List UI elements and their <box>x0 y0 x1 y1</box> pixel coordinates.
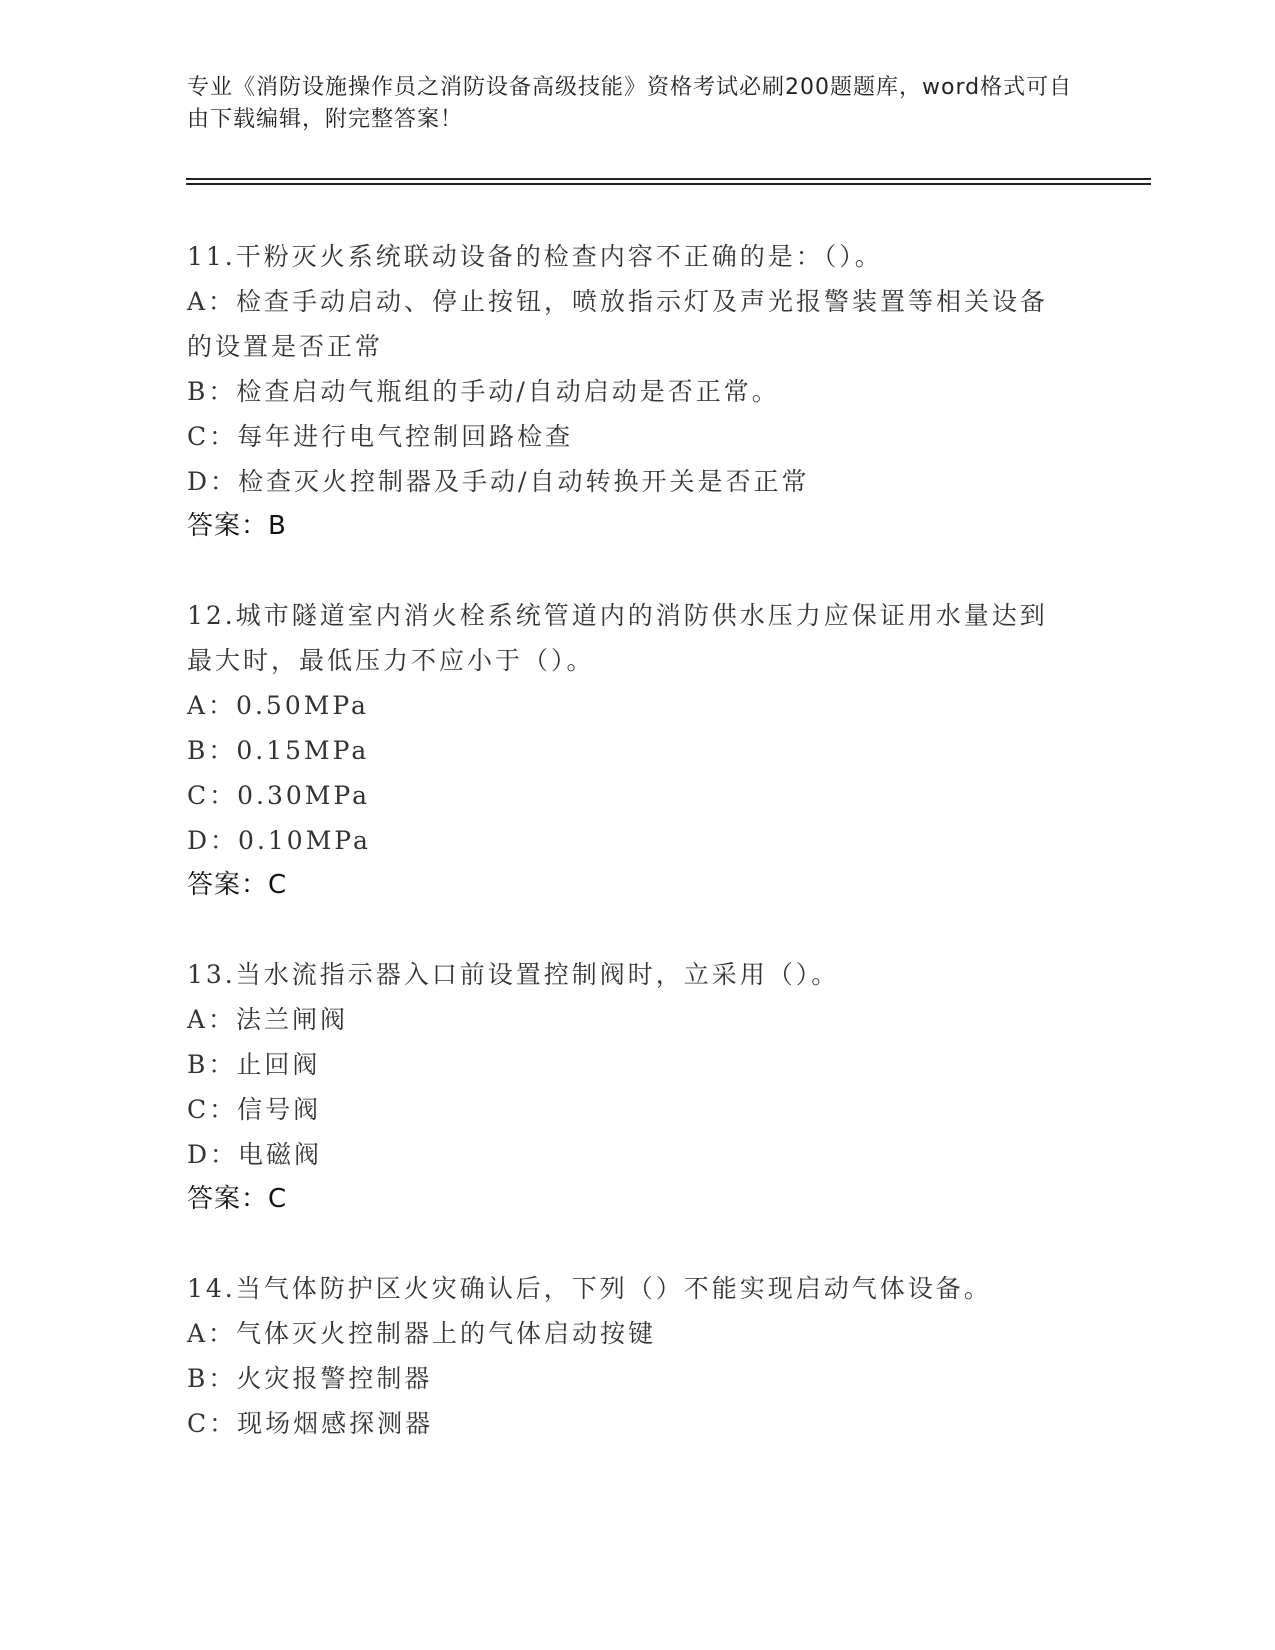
header-divider-bottom <box>186 183 1151 185</box>
answer-option: B：止回阀 <box>187 1050 321 1079</box>
question-item <box>187 234 1087 549</box>
answer-option: C：信号阀 <box>187 1095 322 1124</box>
answer-option: A：气体灭火控制器上的气体启动按键 <box>187 1319 657 1348</box>
answer-option: D：0.10MPa <box>187 826 371 855</box>
document-header: 专业《消防设施操作员之消防设备高级技能》资格考试必刷200题题库，word格式可自由下载编辑，附完整答案！ <box>187 75 1073 132</box>
question-stem: 12.城市隧道室内消火栓系统管道内的消防供水压力应保证用水量达到 <box>187 601 1048 630</box>
correct-answer: 答案：B <box>187 511 287 541</box>
questions-list <box>187 234 1087 1490</box>
question-stem: 最大时，最低压力不应小于（）。 <box>187 646 595 675</box>
answer-option: A：检查手动启动、停止按钮，喷放指示灯及声光报警装置等相关设备 <box>187 287 1049 316</box>
answer-option: B：检查启动气瓶组的手动/自动启动是否正常。 <box>187 377 780 406</box>
question-item <box>187 593 1087 908</box>
answer-option: A：0.50MPa <box>187 691 369 720</box>
answer-option: C：每年进行电气控制回路检查 <box>187 422 574 451</box>
question-stem: 14.当气体防护区火灾确认后，下列（）不能实现启动气体设备。 <box>187 1274 992 1303</box>
question-stem: 13.当水流指示器入口前设置控制阀时，立采用（）。 <box>187 960 840 989</box>
answer-option: C：现场烟感探测器 <box>187 1409 434 1438</box>
answer-option: B：火灾报警控制器 <box>187 1364 433 1393</box>
correct-answer: 答案：C <box>187 870 288 900</box>
answer-option: A：法兰闸阀 <box>187 1005 349 1034</box>
question-stem: 11.干粉灭火系统联动设备的检查内容不正确的是：（）。 <box>187 242 883 271</box>
answer-option: D：检查灭火控制器及手动/自动转换开关是否正常 <box>187 467 810 496</box>
correct-answer: 答案：C <box>187 1184 288 1214</box>
question-item <box>187 952 1087 1222</box>
answer-option: B：0.15MPa <box>187 736 370 765</box>
answer-option: D：电磁阀 <box>187 1140 323 1169</box>
answer-option: C：0.30MPa <box>187 781 370 810</box>
question-item <box>187 1266 1087 1446</box>
header-divider-top <box>186 178 1151 180</box>
answer-option: 的设置是否正常 <box>187 332 384 361</box>
